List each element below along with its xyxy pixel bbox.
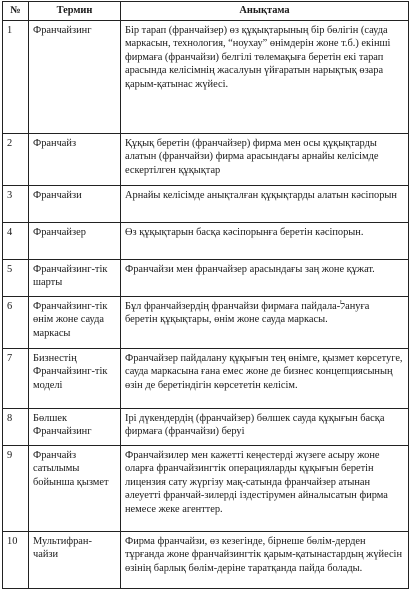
row-number: 2: [3, 133, 29, 185]
row-definition: Франчайзилер мен кажетті кеңестерді жүзеге асыру жоне оларға франчайзингтік операцияларды құқығын беретін лицензия сату жүргізу мақ-сатында франчайзер атынан әлеуетті франчай-зилерді іздестірумен айналысатын фирма немесе жеке агенттер.: [121, 445, 409, 531]
row-term: Бөлшек Франчайзинг: [29, 408, 121, 445]
table-row: [3, 133, 409, 185]
header-number: №: [3, 2, 29, 21]
row-definition: Фирма франчайзи, өз кезегінде, бірнеше бөлім-дерден тұрғанда жоне франчайзингтік қарым-қатынастардың жүйесін өзінің барлық бөлім-деріне таратқанда пайда болады.: [121, 531, 409, 588]
row-definition: Бұл франчайзердің франчайзи фирмаға пайдала-לануға беретін құқықтары, өнім жоне сауда маркасы.: [121, 296, 409, 348]
row-definition: Арнайы келісімде анықталған құқықтарды алатын кәсіпорын: [121, 185, 409, 222]
row-number: 7: [3, 348, 29, 408]
table-row: [3, 20, 409, 133]
row-term: Мультифран-чайзи: [29, 531, 121, 588]
row-term: Бизнестің Франчайзинг-тік моделі: [29, 348, 121, 408]
glossary-table: [2, 1, 409, 589]
table-header-row: [3, 2, 409, 21]
table-row: [3, 185, 409, 222]
header-term: Термин: [29, 2, 121, 21]
row-term: Франчайзер: [29, 222, 121, 259]
row-term: Франчайзинг-тік шарты: [29, 259, 121, 296]
table-row: [3, 259, 409, 296]
row-number: 8: [3, 408, 29, 445]
row-number: 4: [3, 222, 29, 259]
row-term: Франчайзинг: [29, 20, 121, 133]
table-row: [3, 531, 409, 588]
header-definition: Анықтама: [121, 2, 409, 21]
table-row: [3, 445, 409, 531]
row-definition: Өз құқықтарын басқа кәсіпорынға беретін кәсіпорын.: [121, 222, 409, 259]
row-number: 5: [3, 259, 29, 296]
row-term: Франчайз сатылымы бойынша қызмет: [29, 445, 121, 531]
row-definition: Құқық беретін (франчайзер) фирма мен осы құқықтарды алатын (франчайзи) фирма арасындағы арнайы келісімде ескертілген құқықтар: [121, 133, 409, 185]
row-number: 6: [3, 296, 29, 348]
row-number: 10: [3, 531, 29, 588]
table-row: [3, 408, 409, 445]
row-term: Франчайзи: [29, 185, 121, 222]
row-definition: Франчайзер пайдалану құқығын тең өнімге, қызмет көрсетуге, сауда маркасына ғана емес жоне де бизнес концепциясының өзін де беретіндігін көрсететін келісім.: [121, 348, 409, 408]
row-term: Франчайзинг-тік өнім жоне сауда маркасы: [29, 296, 121, 348]
row-number: 9: [3, 445, 29, 531]
table-row: [3, 296, 409, 348]
row-definition: Бір тарап (франчайзер) өз құқықтарының бір бөлігін (сауда маркасын, технология, “ноухау” өнімдерін жоне т.б.) екінші фирмаға (франчайзи) белгілі төлемақыға беретін екі тарап арасында келісімнің жасалуын үйғаратын нарықтық өзара қарым-қатынас жүйесі.: [121, 20, 409, 133]
row-term: Франчайз: [29, 133, 121, 185]
row-definition: Ірі дүкендердің (франчайзер) бөлшек сауда құқығын басқа фирмаға (франчайзи) беруі: [121, 408, 409, 445]
row-number: 1: [3, 20, 29, 133]
row-definition: Франчайзи мен франчайзер арасындағы заң жоне құжат.: [121, 259, 409, 296]
table-row: [3, 348, 409, 408]
row-number: 3: [3, 185, 29, 222]
table-row: [3, 222, 409, 259]
